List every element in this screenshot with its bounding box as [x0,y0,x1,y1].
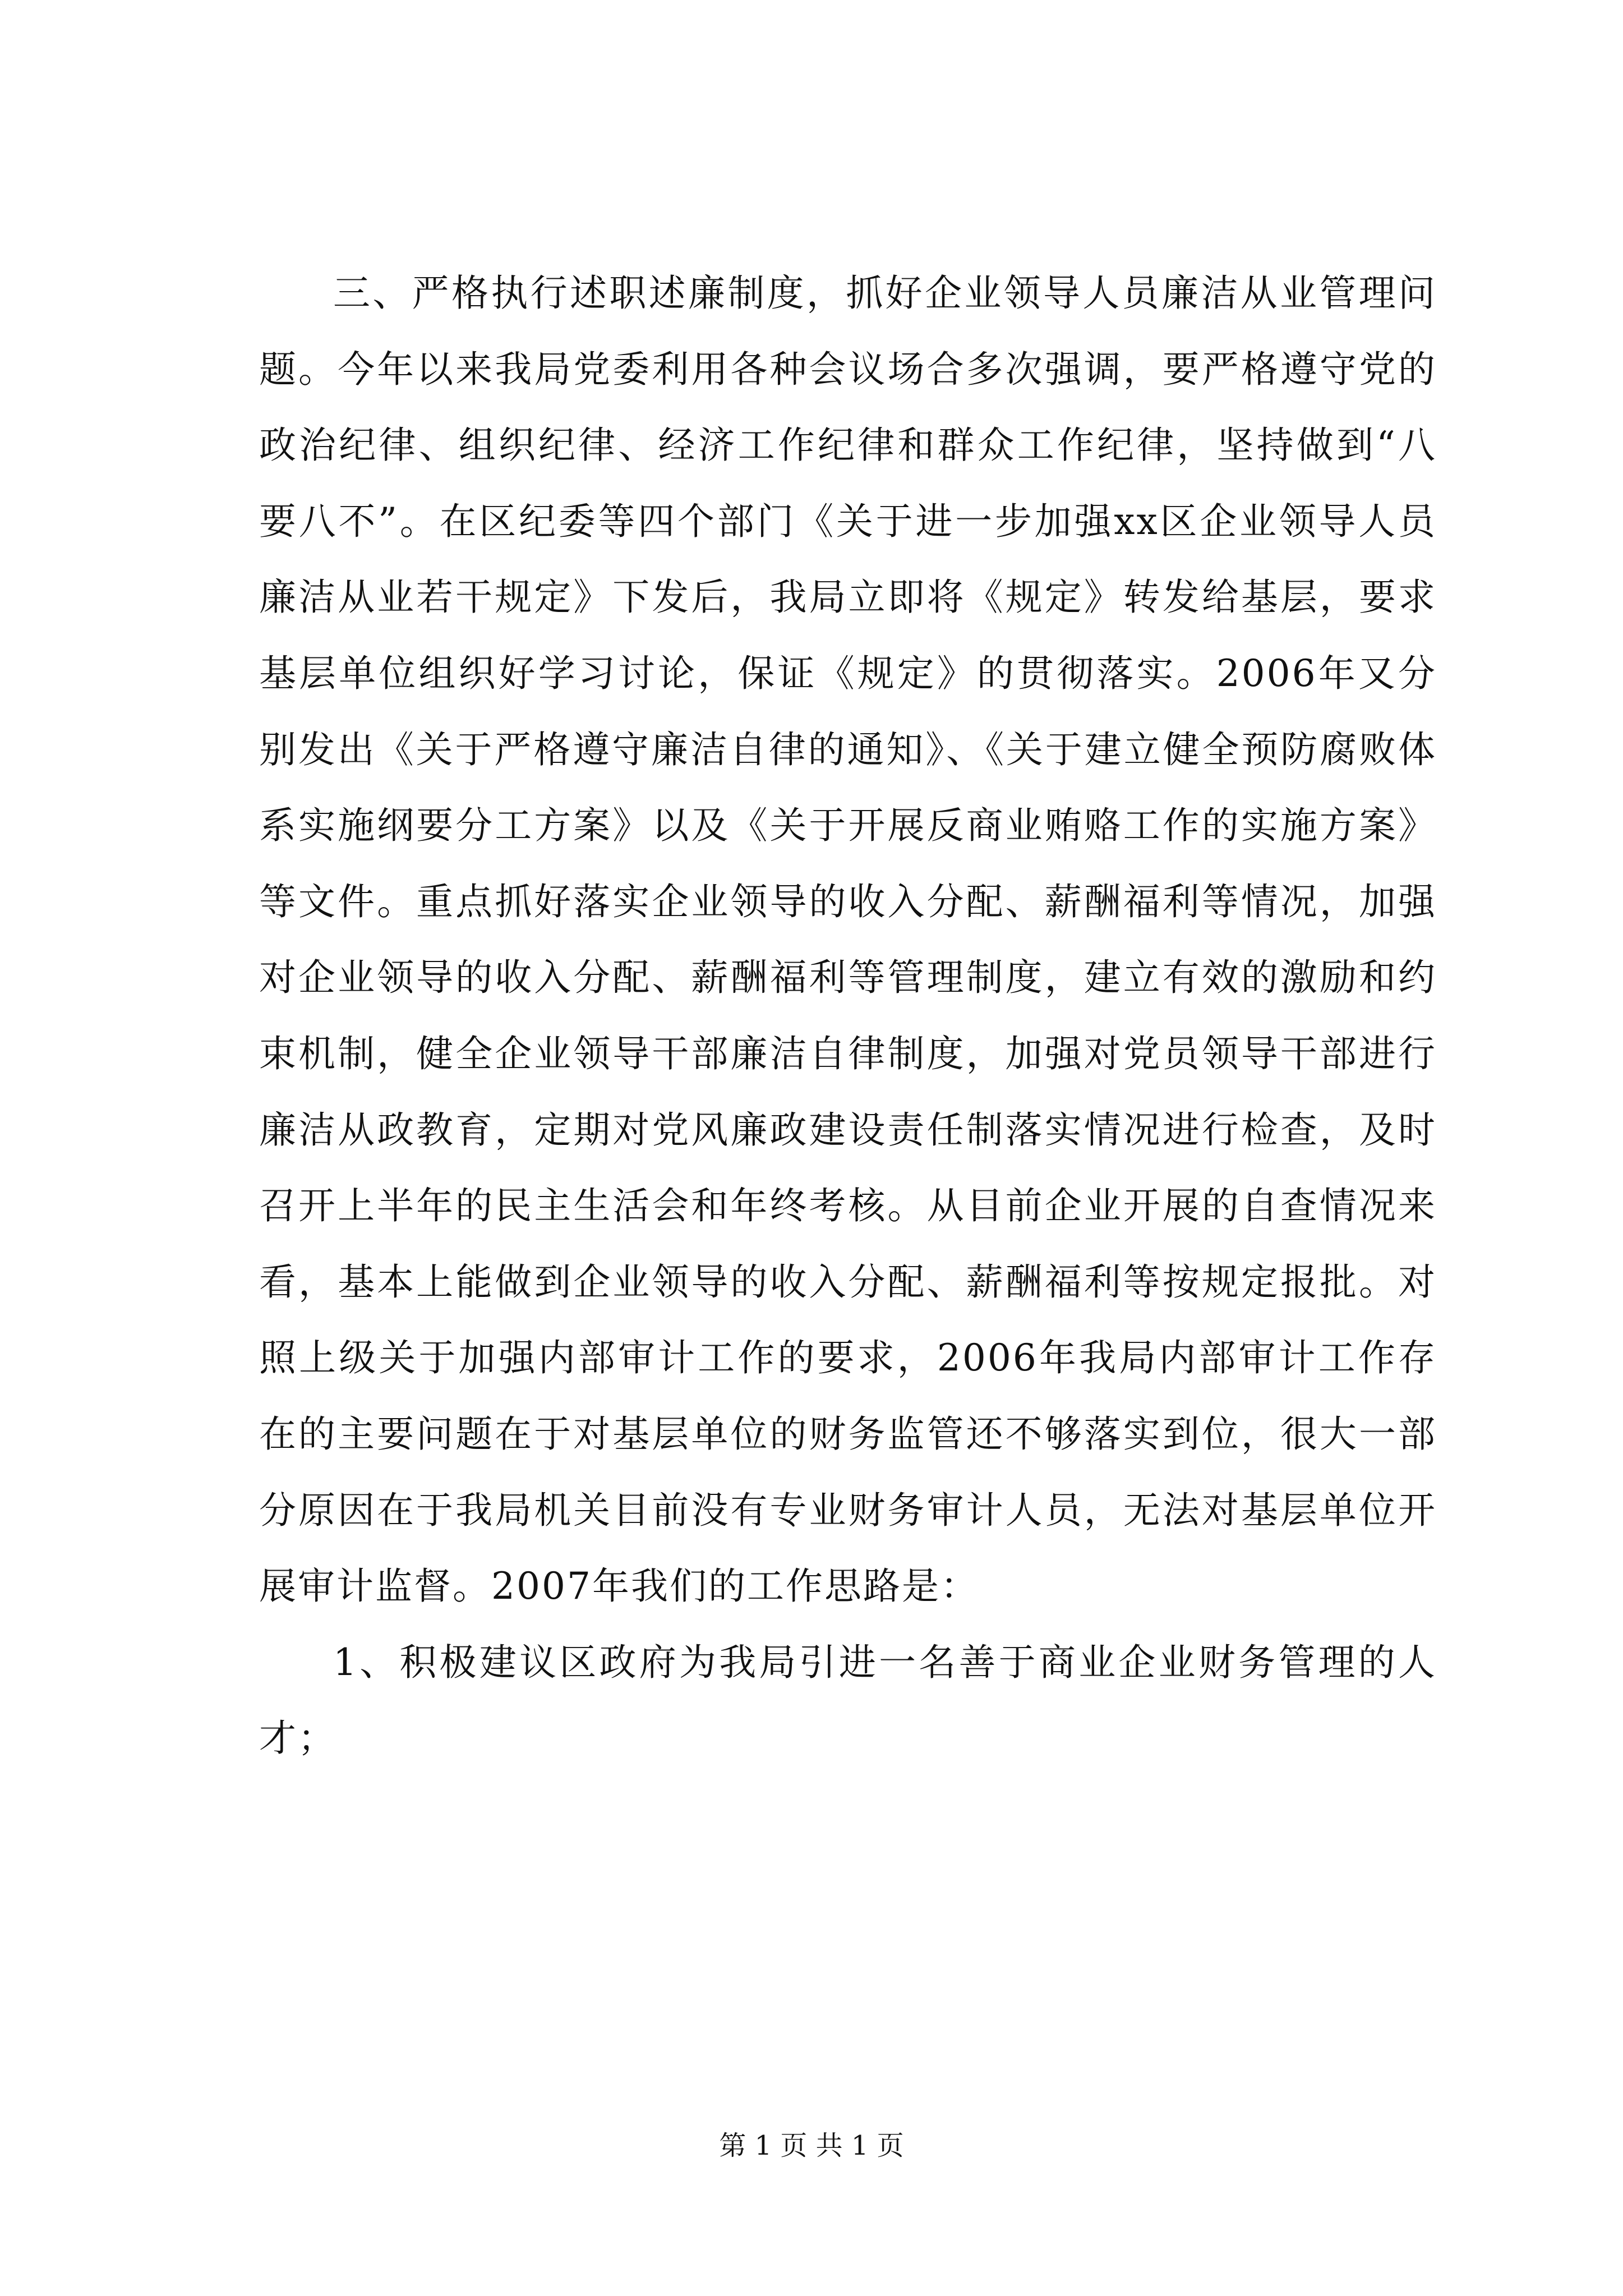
page-footer: 第 1 页 共 1 页 [719,2130,904,2161]
paragraph-section-three: 三、严格执行述职述廉制度，抓好企业领导人员廉洁从业管理问题。今年以来我局党委利用各种会议场合多次强调，要严格遵守党的政治纪律、组织纪律、经济工作纪律和群众工作纪律，坚持做到“八要八不”。在区纪委等四个部门《关于进一步加强xx区企业领导人员廉洁从业若干规定》下发后，我局立即将《规定》转发给基层，要求基层单位组织好学习讨论，保证《规定》的贯彻落实。2006年又分别发出《关于严格遵守廉洁自律的通知》、《关于建立健全预防腐败体系实施纲要分工方案》以及《关于开展反商业贿赂工作的实施方案》等文件。重点抓好落实企业领导的收入分配、薪酬福利等情况，加强对企业领导的收入分配、薪酬福利等管理制度，建立有效的激励和约束机制，健全企业领导干部廉洁自律制度，加强对党员领导干部进行廉洁从政教育，定期对党风廉政建设责任制落实情况进行检查，及时召开上半年的民主生活会和年终考核。从目前企业开展的自查情况来看，基本上能做到企业领导的收入分配、薪酬福利等按规定报批。对照上级关于加强内部审计工作的要求，2006年我局内部审计工作存在的主要问题在于对基层单位的财务监管还不够落实到位，很大一部分原因在于我局机关目前没有专业财务审计人员，无法对基层单位开展审计监督。2007年我们的工作思路是： [259,272,1437,1608]
paragraph-item-one: 1、积极建议区政府为我局引进一名善于商业企业财务管理的人才； [259,1640,1437,1760]
document-body [259,255,1437,1777]
